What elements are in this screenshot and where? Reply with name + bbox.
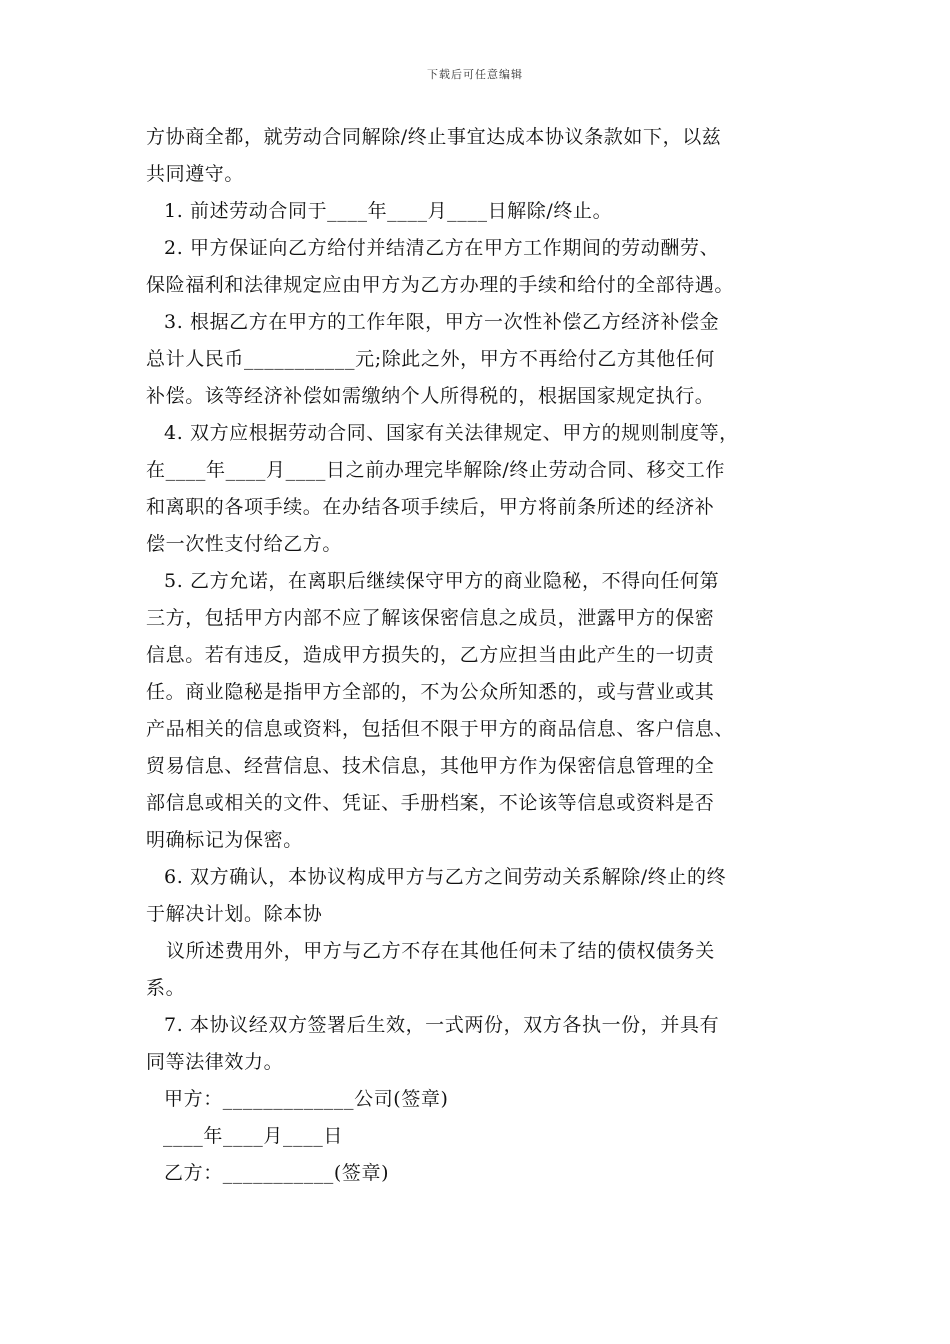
clause-1: 1. 前述劳动合同于____年____月____日解除/终止。: [164, 200, 613, 222]
clause-5: 5. 乙方允诺，在离职后继续保守甲方的商业隐秘，不得向任何第: [164, 570, 720, 592]
signature-date: ____年____月____日: [163, 1125, 344, 1147]
text-line: 于解决计划。除本协: [146, 903, 323, 925]
text-line: 在____年____月____日之前办理完毕解除/终止劳动合同、移交工作: [146, 459, 726, 481]
clause-6: 6. 双方确认，本协议构成甲方与乙方之间劳动关系解除/终止的终: [164, 866, 727, 888]
text-line: 偿一次性支付给乙方。: [146, 533, 343, 555]
text-line: 和离职的各项手续。在办结各项手续后，甲方将前条所述的经济补: [146, 496, 715, 518]
text-line: 任。商业隐秘是指甲方全部的，不为公众所知悉的，或与营业或其: [146, 681, 715, 703]
clause-4: 4. 双方应根据劳动合同、国家有关法律规定、甲方的规则制度等，: [164, 422, 739, 444]
party-a-signature: 甲方：_____________公司(签章): [164, 1088, 449, 1110]
text-line: 三方，包括甲方内部不应了解该保密信息之成员，泄露甲方的保密: [146, 607, 715, 629]
text-line: 贸易信息、经营信息、技术信息，其他甲方作为保密信息管理的全: [146, 755, 715, 777]
text-line: 同等法律效力。: [146, 1051, 284, 1073]
text-line: 系。: [146, 977, 186, 999]
text-line: 补偿。该等经济补偿如需缴纳个人所得税的，根据国家规定执行。: [146, 385, 715, 407]
agreement-body: [146, 119, 826, 1192]
text-line: 信息。若有违反，造成甲方损失的，乙方应担当由此产生的一切责: [146, 644, 715, 666]
text-line: 部信息或相关的文件、凭证、手册档案，不论该等信息或资料是否: [146, 792, 715, 814]
text-line: 保险福利和法律规定应由甲方为乙方办理的手续和给付的全部待遇。: [146, 274, 735, 296]
party-b-signature: 乙方：___________(签章): [164, 1162, 390, 1184]
text-line: 产品相关的信息或资料，包括但不限于甲方的商品信息、客户信息、: [146, 718, 735, 740]
text-line: 共同遵守。: [146, 163, 245, 185]
clause-7: 7. 本协议经双方签署后生效，一式两份，双方各执一份，并具有: [164, 1014, 720, 1036]
clause-3: 3. 根据乙方在甲方的工作年限，甲方一次性补偿乙方经济补偿金: [164, 311, 720, 333]
clause-2: 2. 甲方保证向乙方给付并结清乙方在甲方工作期间的劳动酬劳、: [164, 237, 720, 259]
page-header: 下载后可任意编辑: [427, 68, 523, 81]
text-line: 明确标记为保密。: [146, 829, 303, 851]
text-line: 方协商全都，就劳动合同解除/终止事宜达成本协议条款如下，以兹: [146, 126, 722, 148]
text-line: 总计人民币___________元;除此之外，甲方不再给付乙方其他任何: [146, 348, 715, 370]
text-line: 议所述费用外，甲方与乙方不存在其他任何未了结的债权债务关: [166, 940, 715, 962]
